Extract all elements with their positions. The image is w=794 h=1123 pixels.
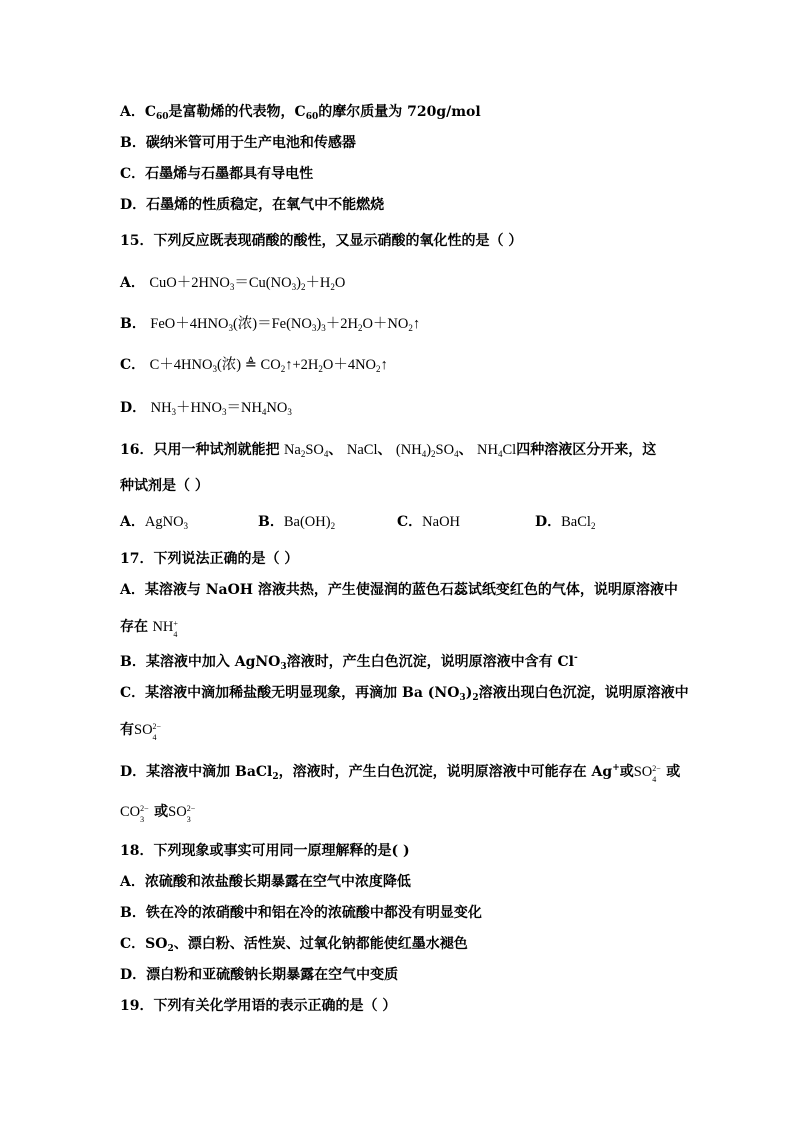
q14-option-d: D．石墨烯的性质稳定，在氧气中不能燃烧	[120, 197, 385, 213]
q15-equation-b: $FeO+4HNO_3$(浓)$=Fe(NO_3)_3+2H_2O+NO_2↑$	[150, 316, 421, 333]
q17-option-a-line2: 存在 NH + 4	[120, 617, 180, 637]
q17-option-b: B．某溶液中加入 AgNO$_3$溶液时，产生白色沉淀，说明原溶液中含有 Cl-	[120, 653, 578, 672]
ion-co3-2minus: CO 2− 3	[120, 804, 149, 824]
q16-stem: 16．只用一种试剂就能把 $Na_2SO_4$、 NaCl、 $(NH_4)_2SO_4$、 $NH_4Cl$四种溶液区分开来，这	[120, 442, 657, 459]
q16-option-a: A．AgNO$_3$	[120, 514, 189, 531]
formula-na2so4: $Na_2SO_4$	[283, 442, 329, 459]
q16-stem-line2: 种试剂是（ ）	[120, 478, 209, 494]
q14-option-c: C．石墨烯与石墨都具有导电性	[120, 166, 314, 182]
q15-equation-d: $NH_3+HNO_3=NH_4NO_3$	[150, 400, 292, 417]
q18-option-b: B．铁在冷的浓硝酸中和铝在冷的浓硫酸中都没有明显变化	[120, 905, 482, 921]
q16-option-b: B．$Ba(OH)_2$	[258, 514, 336, 531]
q14-option-b: B．碳纳米管可用于生产电池和传感器	[120, 135, 356, 151]
q15-option-c: C． $C+4HNO_3$(浓) ≜ $CO_2↑+2H_2O+4NO_2↑$	[120, 357, 388, 374]
q15-option-d: D． $NH_3+HNO_3=NH_4NO_3$	[120, 400, 292, 417]
formula-nacl: NaCl	[346, 442, 378, 458]
formula-nh4-2so4: $(NH_4)_2SO_4$	[395, 442, 459, 459]
ion-so4-2minus: SO 2− 4	[134, 722, 162, 742]
q14-option-a: A．$C_{60}$是富勒烯的代表物，$C_{60}$的摩尔质量为 720g/mol	[120, 104, 481, 122]
q17-option-c: C．某溶液中滴加稀盐酸无明显现象，再滴加 Ba $(NO_3)_2$溶液出现白色沉淀，说明原溶液中	[120, 685, 689, 703]
ion-nh4-plus: NH + 4	[152, 619, 178, 639]
q16-option-d: D．BaCl$_2$	[535, 514, 596, 531]
q18-option-a: A．浓硫酸和浓盐酸长期暴露在空气中浓度降低	[120, 874, 411, 890]
q15-equation-a: $CuO+2HNO_3=Cu(NO_3)_2+H_2O$	[149, 275, 346, 292]
q17-stem: 17．下列说法正确的是（ ）	[120, 551, 299, 567]
q15-stem: 15．下列反应既表现硝酸的酸性，又显示硝酸的氧化性的是（ ）	[120, 233, 523, 249]
q17-option-d-line2: CO 2− 3 或SO 2− 3	[120, 802, 201, 822]
q15-equation-c: $C+4HNO_3$(浓) ≜ $CO_2↑+2H_2O+4NO_2↑$	[149, 357, 388, 374]
q15-option-b: B． $FeO+4HNO_3$(浓)$=Fe(NO_3)_3+2H_2O+NO_2↑$	[120, 316, 421, 333]
formula-nh4cl: $NH_4Cl$	[477, 442, 517, 459]
q15-option-a: A． $CuO+2HNO_3=Cu(NO_3)_2+H_2O$	[120, 275, 346, 292]
heating-symbol: ≜	[244, 357, 257, 373]
q18-option-c: C．$SO_2$、漂白粉、活性炭、过氧化钠都能使红墨水褪色	[120, 936, 468, 954]
q17-option-c-line2: 有SO 2− 4	[120, 720, 167, 740]
q18-option-d: D．漂白粉和亚硫酸钠长期暴露在空气中变质	[120, 967, 399, 983]
q18-stem: 18．下列现象或事实可用同一原理解释的是( )	[120, 843, 410, 859]
ion-so4-2minus: SO 2− 4	[633, 764, 661, 784]
q17-option-a: A．某溶液与 NaOH 溶液共热，产生使湿润的蓝色石蕊试纸变红色的气体，说明原溶液中	[120, 582, 678, 598]
q17-option-d: D．某溶液中滴加 BaCl$_2$，溶液时，产生白色沉淀，说明原溶液中可能存在 Ag+或SO 2− 4 或	[120, 763, 681, 784]
q19-stem: 19．下列有关化学用语的表示正确的是（ ）	[120, 998, 397, 1014]
ion-so3-2minus: SO 2− 3	[168, 804, 196, 824]
q16-option-c: C．NaOH	[397, 514, 461, 530]
